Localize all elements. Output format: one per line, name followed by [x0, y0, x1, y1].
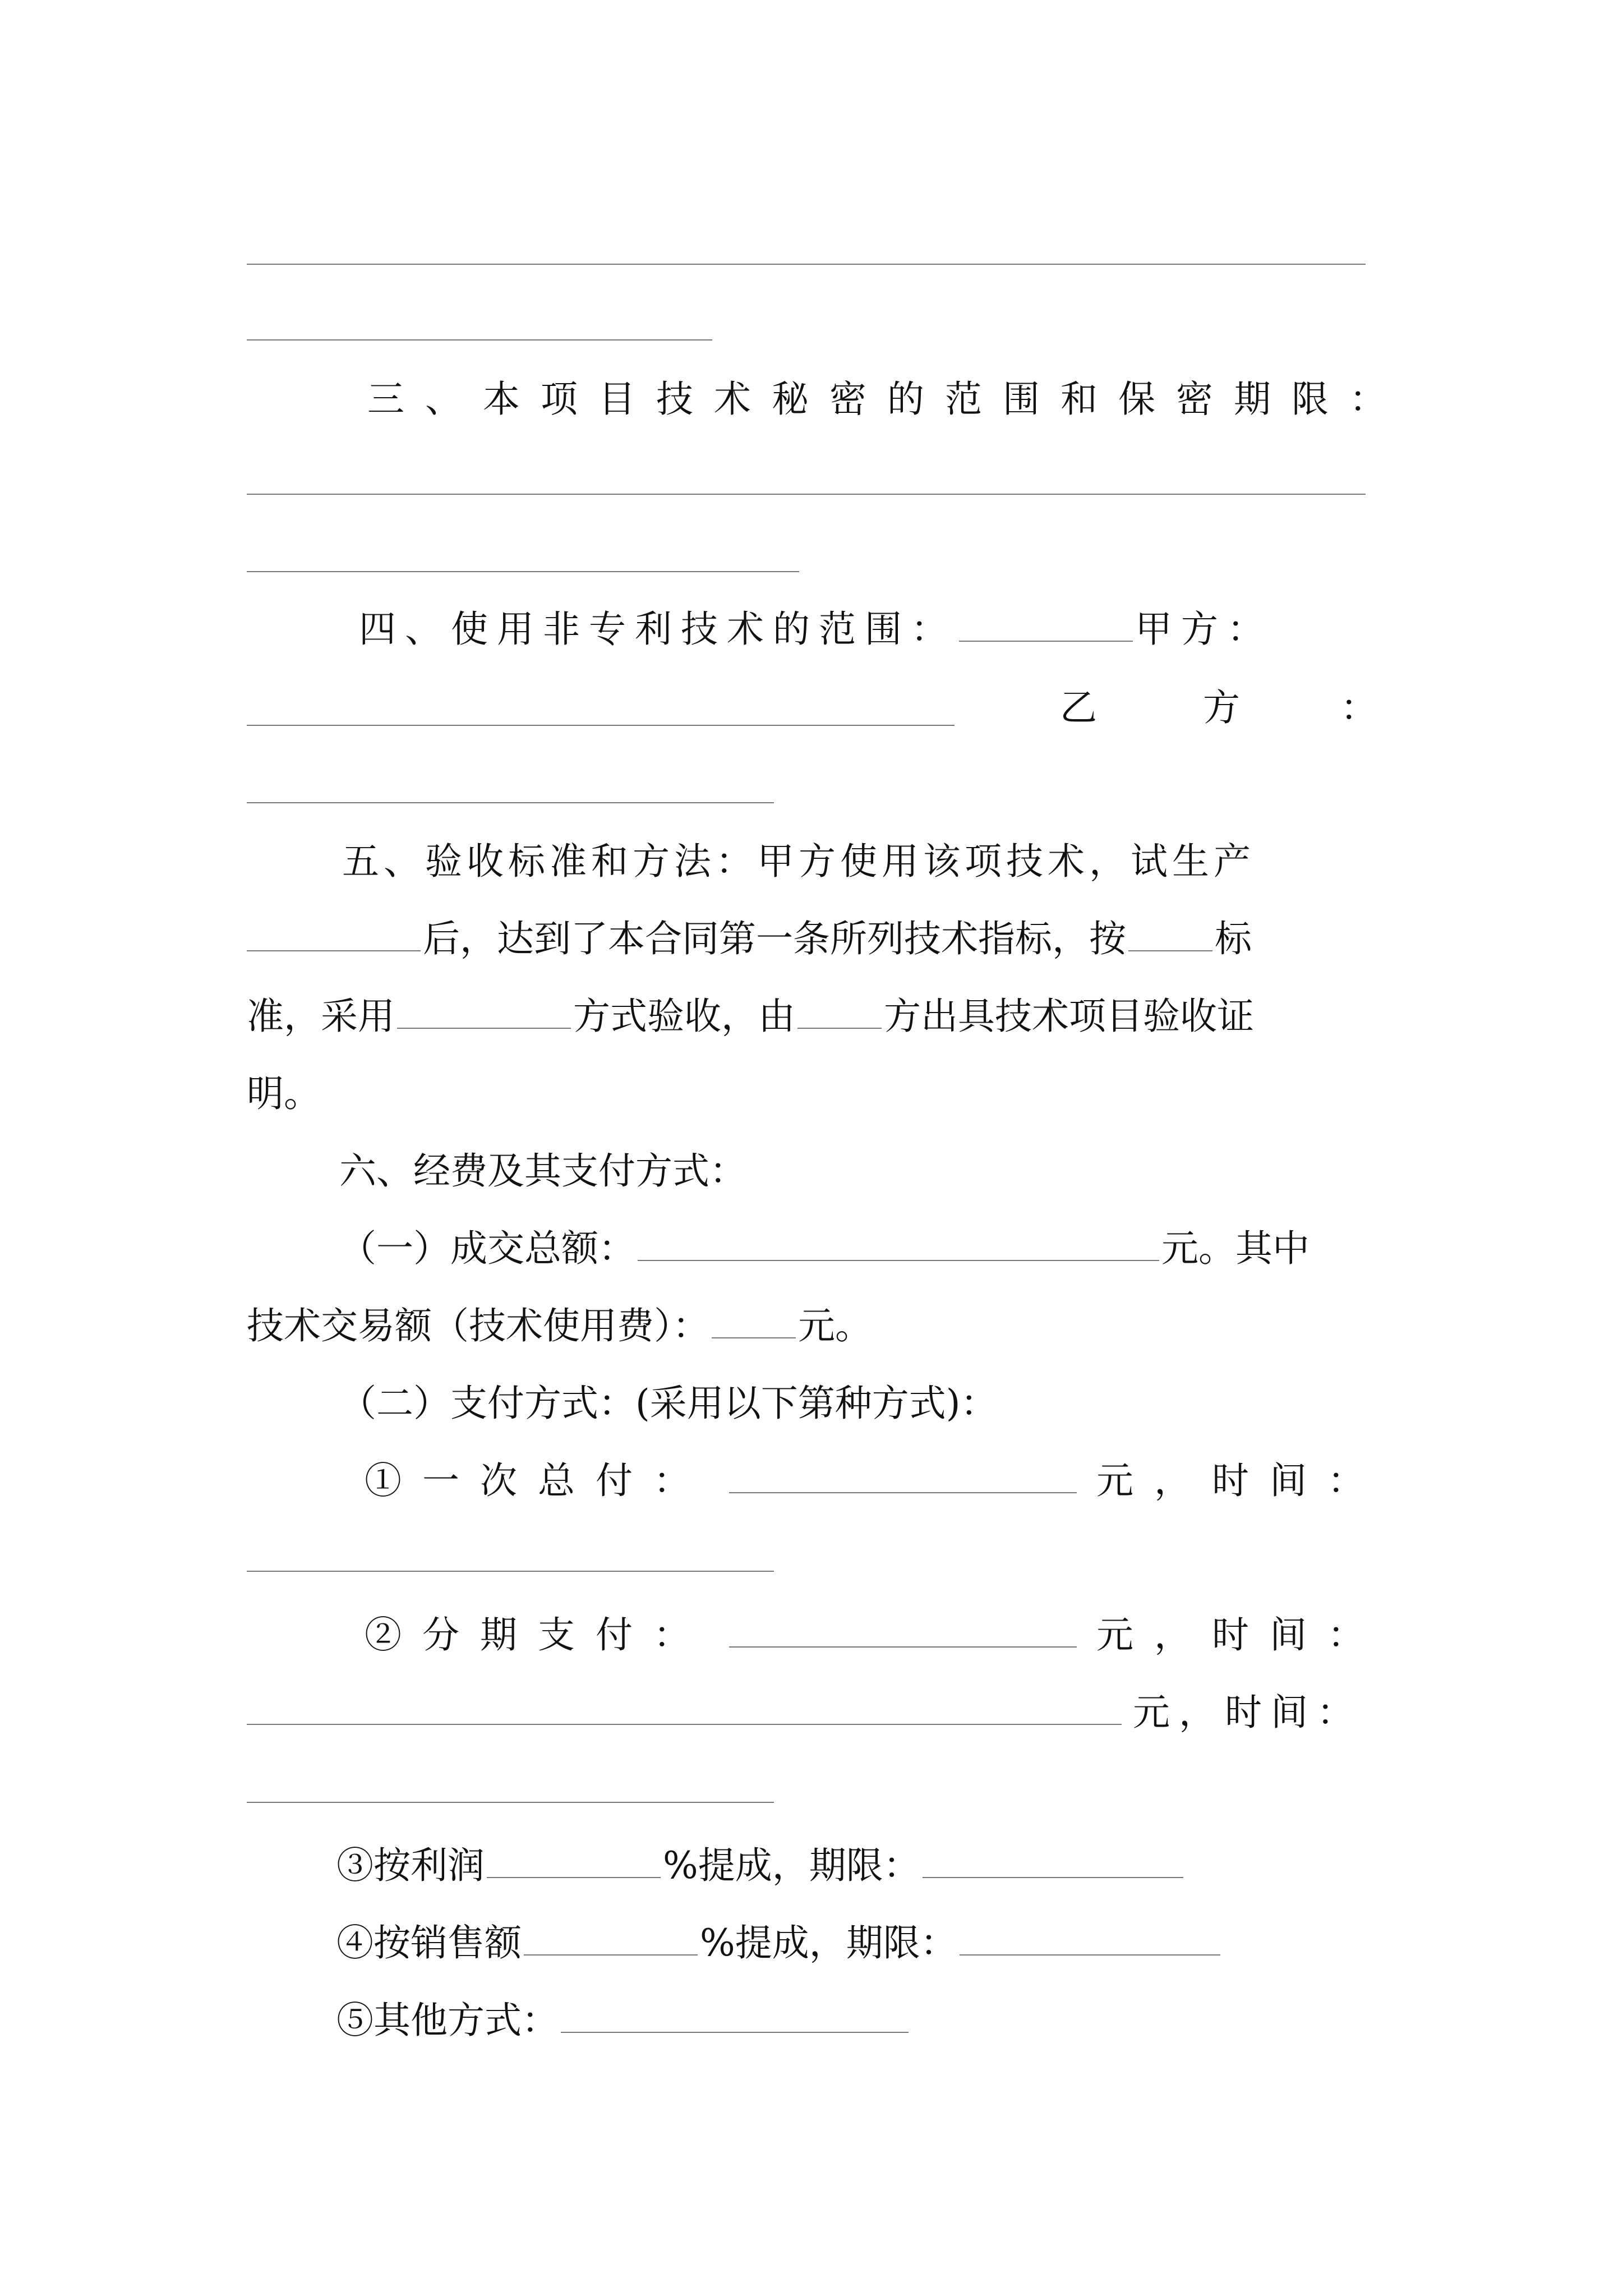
- installment-time-blank[interactable]: [247, 1802, 774, 1803]
- section3-heading: 三、本项目技术秘密的范围和保密期限：: [367, 378, 1407, 421]
- profit-term-blank[interactable]: [923, 1843, 1183, 1878]
- trial-period-blank[interactable]: [247, 917, 421, 951]
- section5-line3: [247, 994, 1254, 1039]
- section5-text: 方式验收，由: [573, 995, 795, 1038]
- profit-percent-blank[interactable]: [487, 1843, 661, 1878]
- scope-blank[interactable]: [959, 607, 1133, 642]
- sales-share-line: [336, 1921, 1223, 1966]
- installment-second-time-label: 元，时间：: [1133, 1691, 1363, 1734]
- sales-share-label: ④按销售额: [336, 1921, 522, 1964]
- other-method-label: ⑤其他方式：: [336, 1999, 559, 2042]
- total-amount-blank[interactable]: [638, 1226, 1159, 1261]
- installment-time-label: 元，时间：: [1096, 1613, 1385, 1657]
- tech-fee-label: 技术交易额（技术使用费）：: [247, 1304, 709, 1347]
- profit-term-label: %提成，期限：: [663, 1844, 920, 1887]
- blank-line: [247, 725, 955, 726]
- section5-line4: 明。: [247, 1072, 321, 1115]
- installment-amount-blank[interactable]: [729, 1646, 1077, 1648]
- blank-line: [247, 571, 799, 572]
- section5-text: 方出具技术项目验收证: [884, 995, 1254, 1038]
- blank-line: [247, 802, 774, 803]
- sales-term-label: %提成，期限：: [700, 1921, 957, 1964]
- sales-percent-blank[interactable]: [524, 1921, 698, 1955]
- standard-blank[interactable]: [1128, 917, 1212, 951]
- profit-share-line: [336, 1843, 1186, 1888]
- party-a-label: 甲方：: [1135, 608, 1273, 651]
- method-blank[interactable]: [397, 994, 571, 1029]
- lump-sum-amount-blank[interactable]: [729, 1492, 1077, 1493]
- lump-sum-time-blank[interactable]: [247, 1571, 774, 1572]
- tech-fee-line: [247, 1304, 872, 1349]
- yuan-label: 元。其中: [1161, 1227, 1310, 1270]
- total-amount-line: [339, 1226, 1310, 1271]
- payment-method-line: （二）支付方式：(采用以下第种方式)：: [339, 1382, 998, 1425]
- party-b-char-3: ：: [1340, 686, 1377, 729]
- other-method-blank[interactable]: [561, 1998, 909, 2033]
- profit-share-label: ③按利润: [336, 1844, 485, 1887]
- blank-line: [247, 339, 712, 341]
- section5-line1: 五、验收标准和方法：甲方使用该项技术，试生产: [342, 840, 1255, 883]
- section5-text: 准，采用: [247, 995, 395, 1038]
- installment-second-amount-blank[interactable]: [247, 1724, 1122, 1725]
- section5-text: 后，达到了本合同第一条所列技术指标，按: [423, 917, 1126, 960]
- party-b-char-1: 乙: [1060, 686, 1097, 729]
- installment-label: ②分期支付：: [365, 1613, 711, 1657]
- section5-text: 标: [1215, 917, 1252, 960]
- lump-sum-time-label: 元，时间：: [1096, 1459, 1385, 1502]
- party-b-char-2: 方: [1203, 686, 1240, 729]
- yuan-label: 元。: [798, 1304, 872, 1347]
- issuer-blank[interactable]: [797, 994, 882, 1029]
- tech-fee-blank[interactable]: [712, 1304, 796, 1338]
- section6-heading: 六、经费及其支付方式：: [339, 1149, 746, 1193]
- blank-line: [247, 494, 1366, 495]
- other-method-line: [336, 1998, 911, 2043]
- section4-line1: [359, 607, 1273, 652]
- section5-line2: [247, 917, 1252, 961]
- total-amount-label: （一）成交总额：: [339, 1227, 635, 1270]
- lump-sum-label: ①一次总付：: [365, 1459, 711, 1502]
- section4-heading: 四、使用非专利技术的范围：: [359, 608, 957, 651]
- sales-term-blank[interactable]: [960, 1921, 1220, 1955]
- blank-line: [247, 264, 1366, 265]
